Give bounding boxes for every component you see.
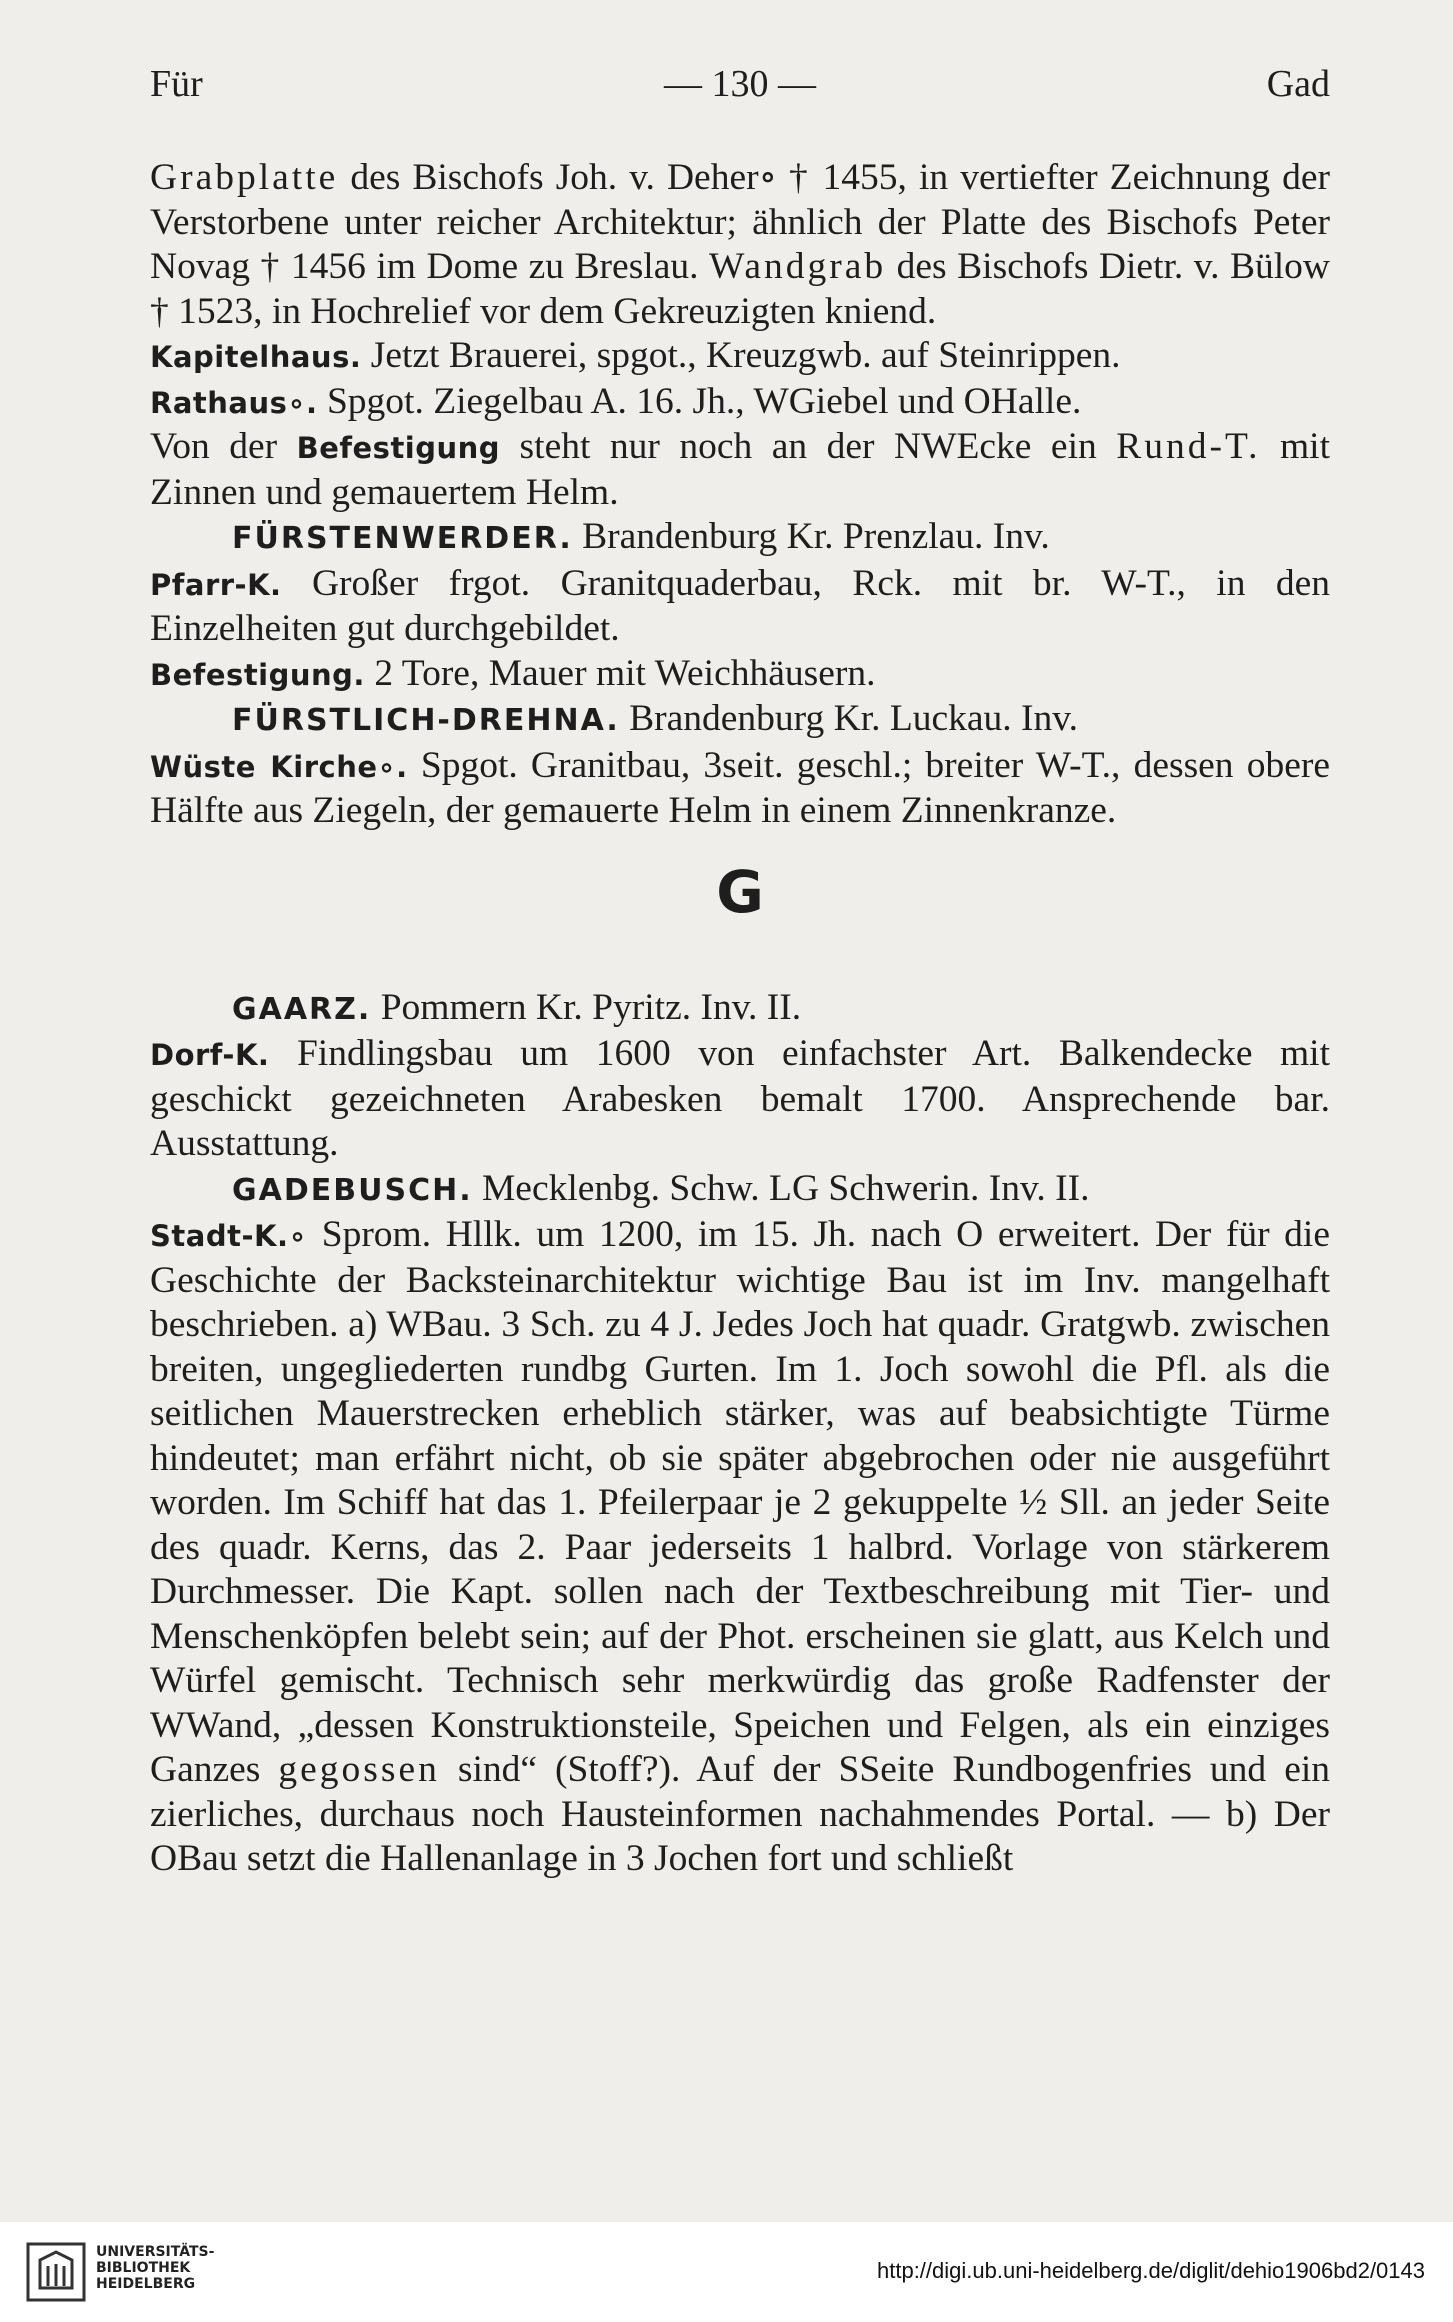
place-heading-fuerstenwerder [150,515,1330,562]
entry-text: sind“ (Stoff?). Auf der SSeite Rundbogenfries und ein zierliches, durchaus noch Hausteinformen nachahmendes Portal. — b) Der OBau setzt die Hallenanlage in 3 Jochen fort und schließt [150,1749,1331,1879]
entry-befestigung [150,425,1330,515]
place-heading-gaarz [150,986,1330,1033]
entry-text: Von der [150,426,297,467]
section-letter: G [716,857,764,926]
entry-text: Spgot. Granitbau, 3seit. geschl.; breiter W-T., dessen obere Hälfte aus Ziegeln, der gemauerte Helm in einem Zinnenkranze. [150,744,1330,831]
header-left-keyword: Für [150,63,203,105]
source-url-link[interactable]: http://digi.ub.uni-heidelberg.de/diglit/dehio1906bd2/0143 [877,2258,1425,2283]
entry-text: mit Zinnen und gemauertem Helm. [150,426,1330,513]
page-number: — 130 — [664,63,816,105]
entry-dorf-k [150,1032,1330,1167]
entry-wueste-kirche [150,744,1330,834]
entry-pfarr-k [150,562,1330,652]
entry-text: Spgot. Ziegelbau A. 16. Jh., WGiebel und OHalle. [317,380,1082,422]
place-name: GAARZ. [232,991,372,1027]
paragraph-text: des Bischofs Dietr. v. Bülow † 1523, in Hochrelief vor dem Gekreuzigten kniend. [150,246,1331,332]
entry-label: Wüste Kirche∘. [150,749,408,784]
entry-label: Kapitelhaus. [150,340,362,374]
entry-text: Sprom. Hllk. um 1200, im 15. Jh. nach O erweitert. Der für die Geschichte der Backsteinarchitektur wichtige Bau ist im Inv. mangelhaft beschrieben. a) WBau. 3 Sch. zu 4 J. Jedes Joch hat quadr. Gratgwb. zwischen breiten, ungegliederten rundbg Gurten. Im 1. Joch sowohl die Pfl. als die seitlichen Mauerstrecken erheblich stärker, was auf beabsichtigte Türme hindeutet; man erfährt nicht, ob sie später abgebrochen oder nie ausgeführt worden. Im Schiff hat das 1. Pfeilerpaar je 2 gekuppelte ½ Sll. an jeder Seite des quadr. Kerns, das 2. Paar jederseits 1 halbrd. Vorlage von stärkerem Durchmesser. Die Kapt. sollen nach der Textbeschreibung mit Tier- und Menschenköpfen belebt sein; auf der Phot. erscheinen sie glatt, aus Kelch und Würfel gemischt. Technisch sehr merkwürdig das große Radfenster der WWand, „dessen Konstruktionsteile, Speichen und Felgen, als ein einziges Ganzes [150,1214,1330,1790]
entry-text: Jetzt Brauerei, spgot., Kreuzgwb. auf Steinrippen. [361,335,1121,376]
entry-text: Findlingsbau um 1600 von einfachster Art. Balkendecke mit geschickt gezeichneten Arabesken bemalt 1700. Ansprechende bar. Ausstattung. [150,1033,1330,1164]
paragraph-grabplatte [150,156,1330,334]
entry-label: Pfarr-K. [150,567,282,602]
header-right-keyword: Gad [1266,63,1330,105]
entry-label: Dorf-K. [150,1038,270,1072]
entry-label: Rathaus∘. [150,385,318,420]
place-location: Mecklenbg. Schw. LG Schwerin. Inv. II. [472,1167,1090,1209]
institution-line: BIBLIOTHEK [96,2260,191,2276]
spaced-term: gegossen [278,1749,440,1790]
university-library-logo-icon [26,2242,86,2302]
place-location: Pommern Kr. Pyritz. Inv. II. [371,986,802,1028]
place-name: FÜRSTLICH-DREHNA. [232,703,620,738]
institution-line: UNIVERSITÄTS- [96,2244,215,2260]
entry-label: Befestigung [296,431,501,465]
place-name: FÜRSTENWERDER. [232,521,573,556]
institution-line: HEIDELBERG [96,2276,196,2292]
entry-befestigung-2 [150,652,1330,698]
spaced-term: Rund-T. [1116,426,1261,467]
spaced-term: Grabplatte [150,157,339,198]
place-heading-gadebusch [150,1167,1330,1214]
institution-name [96,2244,214,2292]
page-body [150,156,1330,1882]
running-header [150,62,1330,112]
entry-rathaus [150,380,1330,426]
entry-kapitelhaus [150,334,1330,380]
entry-label: Stadt-K.∘ [150,1219,308,1253]
place-location: Brandenburg Kr. Prenzlau. Inv. [572,516,1050,557]
entry-label: Befestigung. [150,657,365,692]
spaced-term: Wandgrab [708,246,887,287]
entry-text: steht nur noch an der NWEcke ein [500,426,1117,467]
place-location: Brandenburg Kr. Luckau. Inv. [619,698,1078,739]
place-name: GADEBUSCH. [232,1172,473,1208]
entry-text: Großer frgot. Granitquaderbau, Rck. mit br. W-T., in den Einzelheiten gut durchgebildet. [150,562,1330,649]
digitization-footer [0,2222,1453,2322]
paragraph-text: des Bischofs Joh. v. Deher∘ † 1455, in vertiefter Zeichnung der Verstorbene unter reicher Architektur; ähnlich der Platte des Bischofs Peter Novag † 1456 im Dome zu Breslau. [150,157,1330,287]
entry-stadt-k [150,1213,1330,1882]
spacer [150,942,1330,986]
entry-text: 2 Tore, Mauer mit Weichhäusern. [364,652,876,694]
place-heading-fuerstlich-drehna [150,697,1330,744]
